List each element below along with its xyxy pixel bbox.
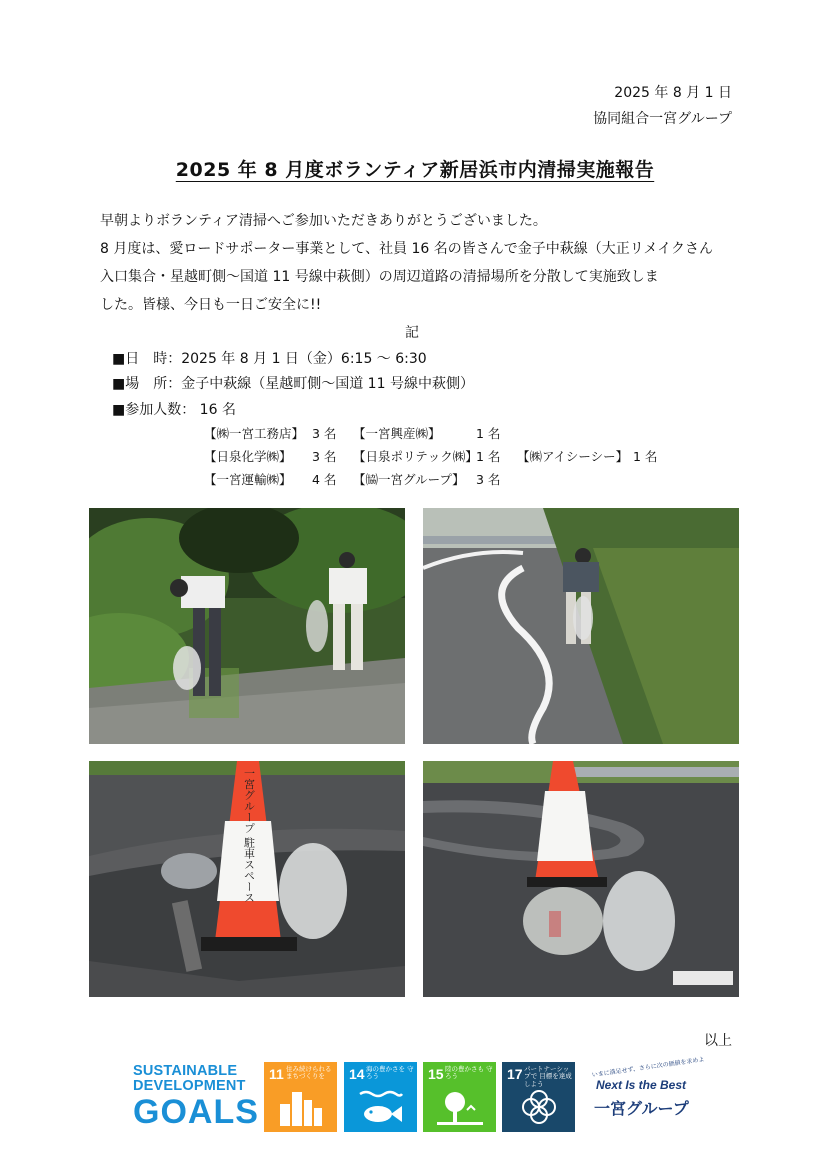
fish-icon [358, 1088, 404, 1126]
city-icon [278, 1088, 324, 1126]
company-count: 1 名 [476, 449, 501, 464]
company-count: 1 名 [476, 426, 501, 441]
company-count: 4 名 [312, 472, 337, 487]
company-name: 【一宮運輸㈱】 [204, 472, 292, 487]
sdg-tile-14: 14 海の豊かさを 守ろう [344, 1062, 417, 1132]
partnership-icon [516, 1088, 562, 1126]
body-line-2: 8 月度は、愛ロードサポーター事業として、社員 16 名の皆さんで金子中萩線（大正リメイクさん [100, 241, 713, 257]
company-logo [582, 1056, 712, 1134]
company-name: 【㈱一宮工務店】 [204, 426, 305, 441]
photo-cone-bags [89, 761, 405, 997]
company-count: 3 名 [312, 449, 337, 464]
body-line-1: 早朝よりボランティア清掃へご参加いただきありがとうございました。 [100, 213, 547, 229]
cone-label: 一宮グループ 駐車スペース [242, 767, 256, 903]
logo-slogan: Next Is the Best [596, 1078, 687, 1092]
sdgs-line3: GOALS [133, 1093, 259, 1131]
sdg-tile-11: 11 住み続けられる まちづくりを [264, 1062, 337, 1132]
sdgs-line1: SUSTAINABLE [133, 1063, 238, 1079]
company-name: 【㈿一宮グループ】 [353, 472, 465, 487]
photo-curving-road [423, 508, 739, 744]
logo-tagline: いまに満足せず、さらに次の価値を求めよ [591, 1056, 705, 1079]
company-count: 3 名 [476, 472, 501, 487]
closing-text: 以上 [704, 1033, 732, 1049]
sdgs-logo [133, 1064, 259, 1129]
photo-cone-curb [423, 761, 739, 997]
company-name: 【日泉化学㈱】 [204, 449, 292, 464]
body-line-4: した。皆様、今日も一日ご安全に!! [100, 297, 322, 313]
company-name: 【一宮興産㈱】 [353, 426, 441, 441]
report-title: 2025 年 8 月度ボランティア新居浜市内清掃実施報告 [175, 159, 655, 181]
company-count: 3 名 [312, 426, 337, 441]
company-name: 【㈱アイシーシー】 [517, 449, 629, 464]
detail-participants: ■参加人数： 16 名 [112, 402, 236, 418]
report-date: 2025 年 8 月 1 日 [614, 85, 732, 101]
company-count: 1 名 [633, 449, 658, 464]
sdg-tile-17: 17 パートナーシップで 目標を達成しよう [502, 1062, 575, 1132]
sdg-tile-15: 15 陸の豊かさも 守ろう [423, 1062, 496, 1132]
logo-name: 一宮グループ [594, 1099, 689, 1118]
detail-place: ■場 所：金子中萩線（星越町側～国道 11 号線中萩側） [112, 376, 474, 392]
body-line-3: 入口集合・星越町側～国道 11 号線中萩側）の周辺道路の清掃場所を分散して実施致しま [100, 269, 659, 285]
company-name: 【日泉ポリテック㈱】 [353, 449, 478, 464]
organization-name: 協同組合一宮グループ [593, 111, 732, 127]
tree-icon [437, 1088, 483, 1126]
photo-workers-greenery [89, 508, 405, 744]
sdgs-line2: DEVELOPMENT [133, 1077, 246, 1094]
detail-datetime: ■日 時：2025 年 8 月 1 日（金）6:15 ～ 6:30 [112, 351, 427, 367]
ki-mark: 記 [405, 325, 419, 341]
